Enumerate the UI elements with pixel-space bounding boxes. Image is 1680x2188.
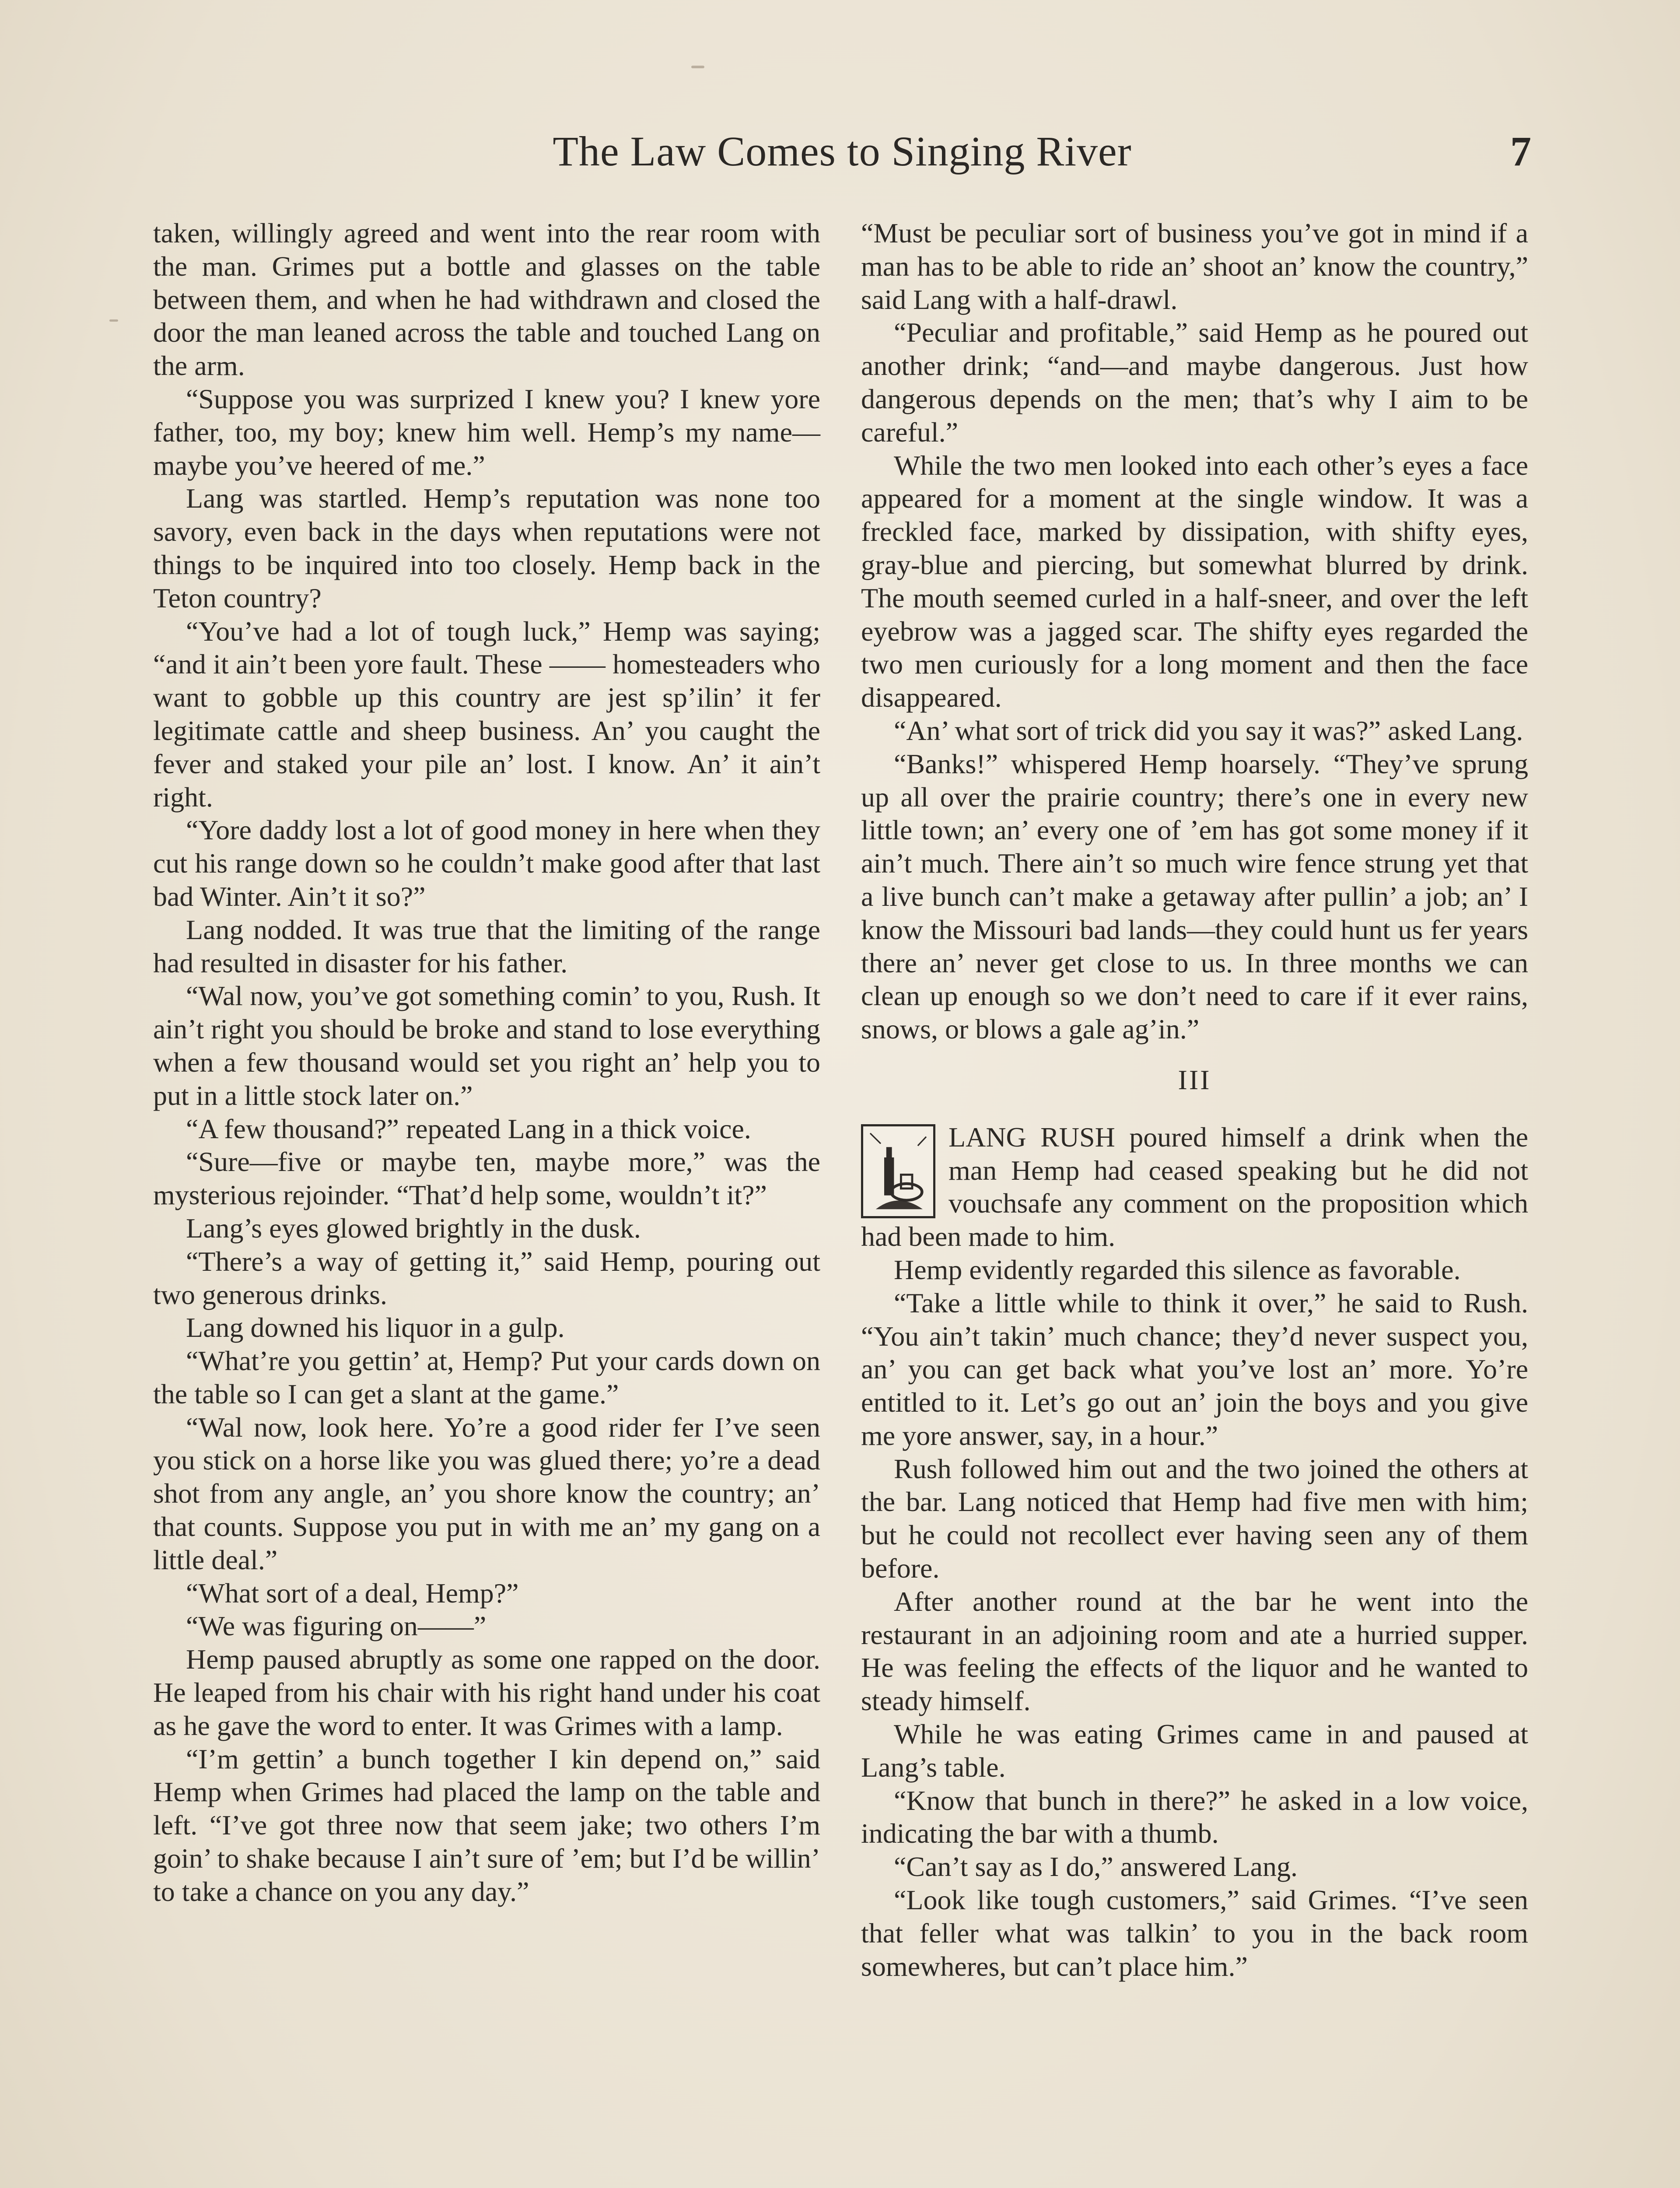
paragraph: “A few thousand?” repeated Lang in a thick voice. bbox=[186, 1113, 751, 1144]
paragraph: After another round at the bar he went into the restaurant in an adjoining room and ate a hurried supper. He was feeling the effects of the liquor and he wanted to steady himself. bbox=[861, 1585, 1528, 1717]
paragraph: “Take a little while to think it over,” he said to Rush. “You ain’t takin’ much chance; they’d never suspect you, an’ you can get back what you’ve lost an’ more. Yo’re entitled to it. Let’s go out an’ join the boys and you give me yore answer, say, in a hour.” bbox=[861, 1287, 1528, 1451]
paragraph: “Must be peculiar sort of business you’ve got in mind if a man has to be able to ride an’ shoot an’ know the country,” said Lang with a half-drawl. bbox=[861, 217, 1528, 315]
section-opening bbox=[861, 1121, 1528, 1253]
paragraph: While he was eating Grimes came in and paused at Lang’s table. bbox=[861, 1718, 1528, 1783]
paper-speck bbox=[691, 66, 704, 68]
paragraph: “Peculiar and profitable,” said Hemp as he poured out another drink; “and—and maybe dangerous. Just how dangerous depends on the men; that’s why I aim to be careful.” bbox=[861, 317, 1528, 448]
section-number: III bbox=[1178, 1064, 1211, 1095]
page-header bbox=[153, 127, 1531, 184]
paragraph: “Sure—five or maybe ten, maybe more,” was the mysterious rejoinder. “That’d help some, wouldn’t it?” bbox=[153, 1146, 820, 1211]
paragraph: Hemp paused abruptly as some one rapped on the door. He leaped from his chair with his right hand under his coat as he gave the word to enter. It was Grimes with a lamp. bbox=[153, 1644, 820, 1741]
running-head: The Law Comes to Singing River bbox=[553, 128, 1132, 175]
paragraph: “Suppose you was surprized I knew you? I knew yore father, too, my boy; knew him well. Hemp’s my name—maybe you’ve heered of me.” bbox=[153, 383, 820, 481]
paragraph: “Banks!” whispered Hemp hoarsely. “They’ve sprung up all over the prairie country; there’s one in every new little town; an’ every one of ’em has got some money if it ain’t much. There ain’t so much wire fence strung yet that a live bunch can’t make a getaway after pullin’ a job; an’ I know the Missouri bad lands—they could hunt us fer years there an’ never get close to us. In three months we can clean up enough so we don’t need to care if it ever rains, snows, or blows a gale ag’in.” bbox=[861, 748, 1528, 1045]
paragraph: “Know that bunch in there?” he asked in a low voice, indicating the bar with a thumb. bbox=[861, 1785, 1528, 1849]
paper-speck bbox=[109, 319, 118, 322]
paragraph: “Yore daddy lost a lot of good money in here when they cut his range down so he couldn’t make good after that last bad Winter. Ain’t it so?” bbox=[153, 814, 820, 912]
paragraph: “We was figuring on——” bbox=[186, 1610, 486, 1642]
paragraph: “An’ what sort of trick did you say it was?” asked Lang. bbox=[894, 715, 1523, 746]
paragraph: “Look like tough customers,” said Grimes. “I’ve seen that feller what was talkin’ to you in the back room somewheres, but can’t place him.” bbox=[861, 1884, 1528, 1982]
paragraph: While the two men looked into each other’s eyes a face appeared for a moment at the single window. It was a freckled face, marked by dissipation, with shifty eyes, gray-blue and piercing, but somewhat blurred by drink. The mouth seemed curled in a half-sneer, and over the left eyebrow was a jagged scar. The shifty eyes regarded the two men curiously for a long moment and then the face disappeared. bbox=[861, 449, 1528, 713]
paragraph: Lang downed his liquor in a gulp. bbox=[186, 1312, 565, 1343]
paragraph: “Can’t say as I do,” answered Lang. bbox=[894, 1851, 1298, 1883]
page-number: 7 bbox=[1510, 128, 1531, 175]
paragraph: Lang was startled. Hemp’s reputation was none too savory, even back in the days when reputations were not things to be inquired into too closely. Hemp back in the Teton country? bbox=[153, 483, 820, 614]
paragraph: “What sort of a deal, Hemp?” bbox=[186, 1577, 519, 1609]
paragraph: “Wal now, look here. Yo’re a good rider fer I’ve seen you stick on a horse like you was glued there; yo’re a dead shot from any angle, an’ you shore know the country; an’ that counts. Suppose you put in with me an’ my gang on a little deal.” bbox=[153, 1411, 820, 1575]
paragraph: “What’re you gettin’ at, Hemp? Put your cards down on the table so I can get a slant at the game.” bbox=[153, 1345, 820, 1410]
paragraph: “I’m gettin’ a bunch together I kin depend on,” said Hemp when Grimes had placed the lamp on the table and left. “I’ve got three now that seem jake; two others I’m goin’ to shake because I ain’t sure of ’em; but I’d be willin’ to take a chance on you any day.” bbox=[153, 1743, 820, 1907]
lamp-vignette-icon bbox=[861, 1124, 935, 1218]
paragraph: taken, willingly agreed and went into the rear room with the man. Grimes put a bottle and glasses on the table between them, and when he had withdrawn and closed the door the man leaned across the table and touched Lang on the arm. bbox=[153, 217, 820, 382]
paragraph: Hemp evidently regarded this silence as favorable. bbox=[894, 1254, 1461, 1285]
lead-paragraph: LANG RUSH poured himself a drink when the man Hemp had ceased speaking but he did not vouchsafe any comment on the proposition which had been made to him. bbox=[861, 1121, 1528, 1252]
paragraph: “Wal now, you’ve got something comin’ to you, Rush. It ain’t right you should be broke and stand to lose everything when a few thousand would set you right an’ help you to put in a little stock later on.” bbox=[153, 980, 820, 1111]
paragraph: “You’ve had a lot of tough luck,” Hemp was saying; “and it ain’t been yore fault. These —— homesteaders who want to gobble up this country are jest sp’ilin’ it fer legitimate cattle and sheep business. An’ you caught the fever and staked your pile an’ lost. I know. An’ it ain’t right. bbox=[153, 615, 820, 813]
right-column bbox=[861, 217, 1528, 1983]
paragraph: Lang’s eyes glowed brightly in the dusk. bbox=[186, 1212, 641, 1244]
paragraph: Lang nodded. It was true that the limiting of the range had resulted in disaster for his father. bbox=[153, 914, 820, 978]
paragraph: “There’s a way of getting it,” said Hemp, pouring out two generous drinks. bbox=[153, 1245, 820, 1310]
left-column bbox=[153, 217, 820, 1908]
paragraph: Rush followed him out and the two joined the others at the bar. Lang noticed that Hemp had five men with him; but he could not recollect ever having seen any of them before. bbox=[861, 1453, 1528, 1584]
